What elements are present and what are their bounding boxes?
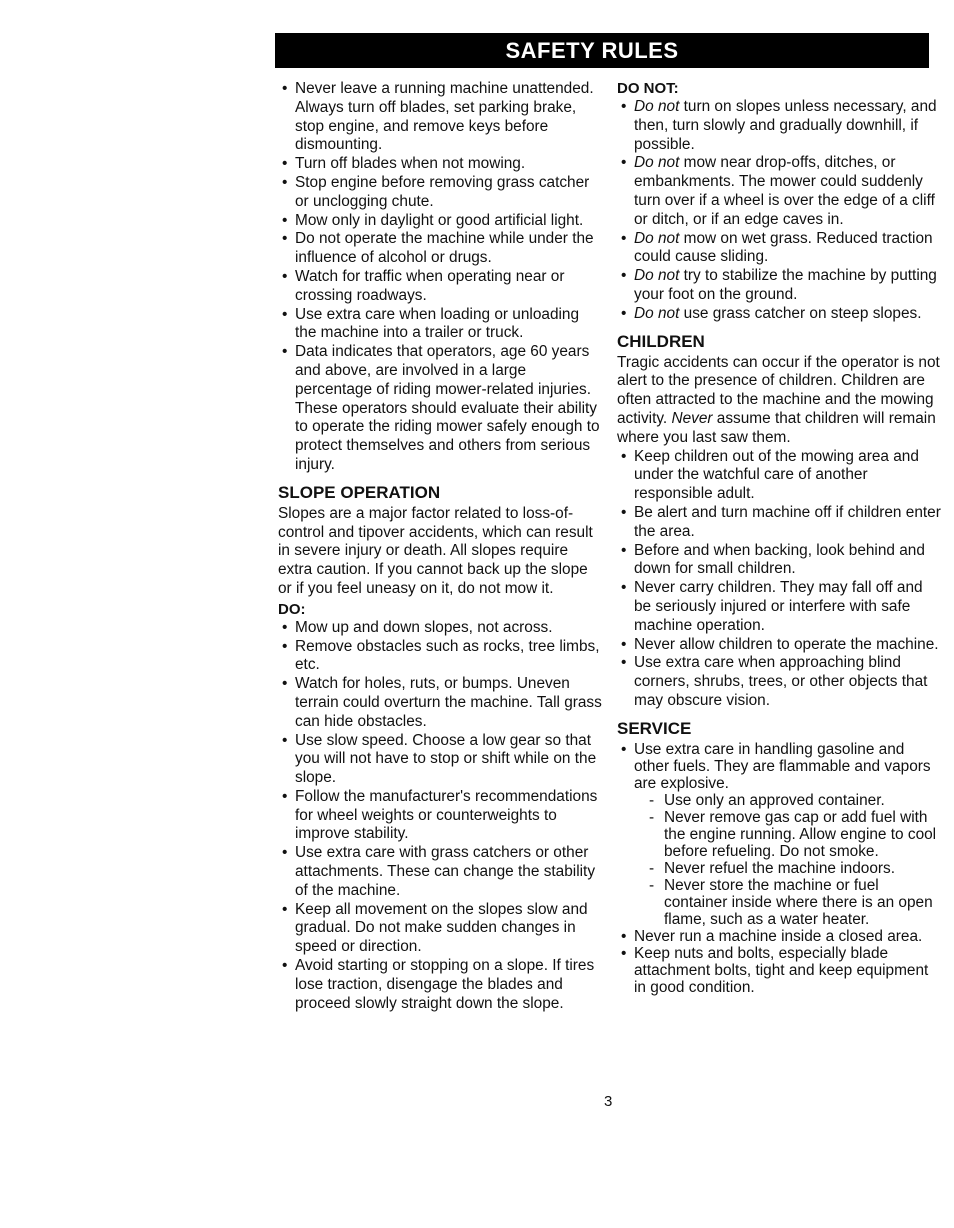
sublist-item: - Never refuel the machine indoors. — [647, 860, 943, 877]
list-item: • Use slow speed. Choose a low gear so that you will not have to stop or shift while on the slope. — [278, 732, 604, 788]
do-not-label: Do not — [634, 154, 680, 172]
list-item: • Remove obstacles such as rocks, tree limbs, etc. — [278, 638, 604, 676]
list-item — [617, 230, 943, 268]
list-item: • Never run a machine inside a closed area. — [617, 928, 943, 945]
list-item: • Keep nuts and bolts, especially blade attachment bolts, tight and keep equipment in good condition. — [617, 945, 943, 996]
children-intro-paragraph — [617, 354, 943, 448]
list-item: • Do not operate the machine while under the influence of alcohol or drugs. — [278, 230, 604, 268]
list-item — [617, 305, 943, 324]
list-item: • Use extra care with grass catchers or other attachments. These can change the stability of the machine. — [278, 844, 604, 900]
list-item: • Avoid starting or stopping on a slope. If tires lose traction, disengage the blades and proceed slowly straight down the slope. — [278, 957, 604, 1013]
list-item — [617, 98, 943, 154]
do-heading: DO: — [278, 600, 306, 618]
list-item: • Never allow children to operate the machine. — [617, 636, 943, 655]
do-not-label: Do not — [634, 98, 680, 115]
service-list — [617, 741, 943, 996]
slope-operation-heading: SLOPE OPERATION — [278, 482, 441, 502]
list-item-text: mow on wet grass. Reduced traction could cause sliding. — [634, 229, 933, 266]
list-item: • Never carry children. They may fall off and be seriously injured or interfere with safe machine operation. — [617, 579, 943, 635]
children-list — [617, 448, 943, 711]
children-intro-text: Tragic accidents can occur if the operator is not alert to the presence of children. Children are often attracted to the machine and the mowing activity. — [617, 353, 940, 427]
list-item-text: mow near drop-offs, ditches, or embankments. The mower could suddenly turn over if a wheel is over the edge of a cliff or ditch, or if an edge caves in. — [634, 154, 935, 228]
do-not-list — [617, 98, 943, 324]
list-item — [617, 267, 943, 305]
list-item: • Mow up and down slopes, not across. — [278, 619, 604, 638]
list-item: • Before and when backing, look behind and down for small children. — [617, 542, 943, 580]
left-column — [278, 80, 604, 1013]
sublist-item: - Use only an approved container. — [647, 792, 943, 809]
list-item: • Turn off blades when not mowing. — [278, 155, 604, 174]
fuel-sublist — [634, 792, 943, 928]
list-item: • Watch for holes, ruts, or bumps. Uneven terrain could overturn the machine. Tall grass can hide obstacles. — [278, 675, 604, 731]
children-intro-emphasis: Never — [671, 409, 713, 427]
list-item: • Keep children out of the mowing area and under the watchful care of another responsible adult. — [617, 448, 943, 504]
list-item — [617, 154, 943, 229]
list-item: • Mow only in daylight or good artificial light. — [278, 212, 604, 231]
list-item: • Data indicates that operators, age 60 years and above, are involved in a large percentage of riding mower-related injuries. These operators should evaluate their ability to operate the riding mower safely enough to protect themselves and others from serious injury. — [278, 343, 604, 475]
do-not-label: Do not — [634, 229, 680, 247]
list-item-text: try to stabilize the machine by putting your foot on the ground. — [634, 267, 937, 303]
children-heading: CHILDREN — [617, 331, 705, 351]
list-item-text: use grass catcher on steep slopes. — [679, 304, 922, 322]
list-item: • Use extra care when loading or unloading the machine into a trailer or truck. — [278, 306, 604, 344]
list-item: • Keep all movement on the slopes slow and gradual. Do not make sudden changes in speed or direction. — [278, 901, 604, 957]
list-item-text: turn on slopes unless necessary, and then, turn slowly and gradually downhill, if possible. — [634, 98, 937, 153]
general-rules-list — [278, 80, 604, 475]
service-heading: SERVICE — [617, 718, 692, 738]
list-item: • Never leave a running machine unattended. Always turn off blades, set parking brake, stop engine, and remove keys before dismounting. — [278, 80, 604, 155]
do-not-label: Do not — [634, 304, 680, 322]
sublist-item: - Never store the machine or fuel container inside where there is an open flame, such as a water heater. — [647, 877, 943, 928]
sublist-item: - Never remove gas cap or add fuel with the engine running. Allow engine to cool before refueling. Do not smoke. — [647, 809, 943, 860]
right-column — [617, 80, 943, 996]
list-item: • Be alert and turn machine off if children enter the area. — [617, 504, 943, 542]
section-banner: SAFETY RULES — [275, 33, 929, 68]
slope-intro-paragraph: Slopes are a major factor related to loss-of-control and tipover accidents, which can result in severe injury or death. All slopes require extra caution. If you cannot back up the slope or if you feel uneasy on it, do not mow it. — [278, 504, 593, 597]
list-item: • Use extra care when approaching blind corners, shrubs, trees, or other objects that may obscure vision. — [617, 654, 943, 710]
list-item: • Follow the manufacturer's recommendations for wheel weights or counterweights to improve stability. — [278, 788, 604, 844]
do-not-label: Do not — [634, 267, 680, 285]
list-item — [617, 741, 943, 928]
children-intro-text-end: assume that children will remain where you last saw them. — [617, 409, 936, 446]
do-list — [278, 619, 604, 1014]
page-number: 3 — [604, 1093, 613, 1110]
list-item: • Watch for traffic when operating near or crossing roadways. — [278, 268, 604, 306]
list-item-text: Use extra care in handling gasoline and other fuels. They are flammable and vapors are explosive. — [634, 740, 931, 792]
list-item: • Stop engine before removing grass catcher or unclogging chute. — [278, 174, 604, 212]
do-not-heading: DO NOT: — [617, 80, 679, 97]
